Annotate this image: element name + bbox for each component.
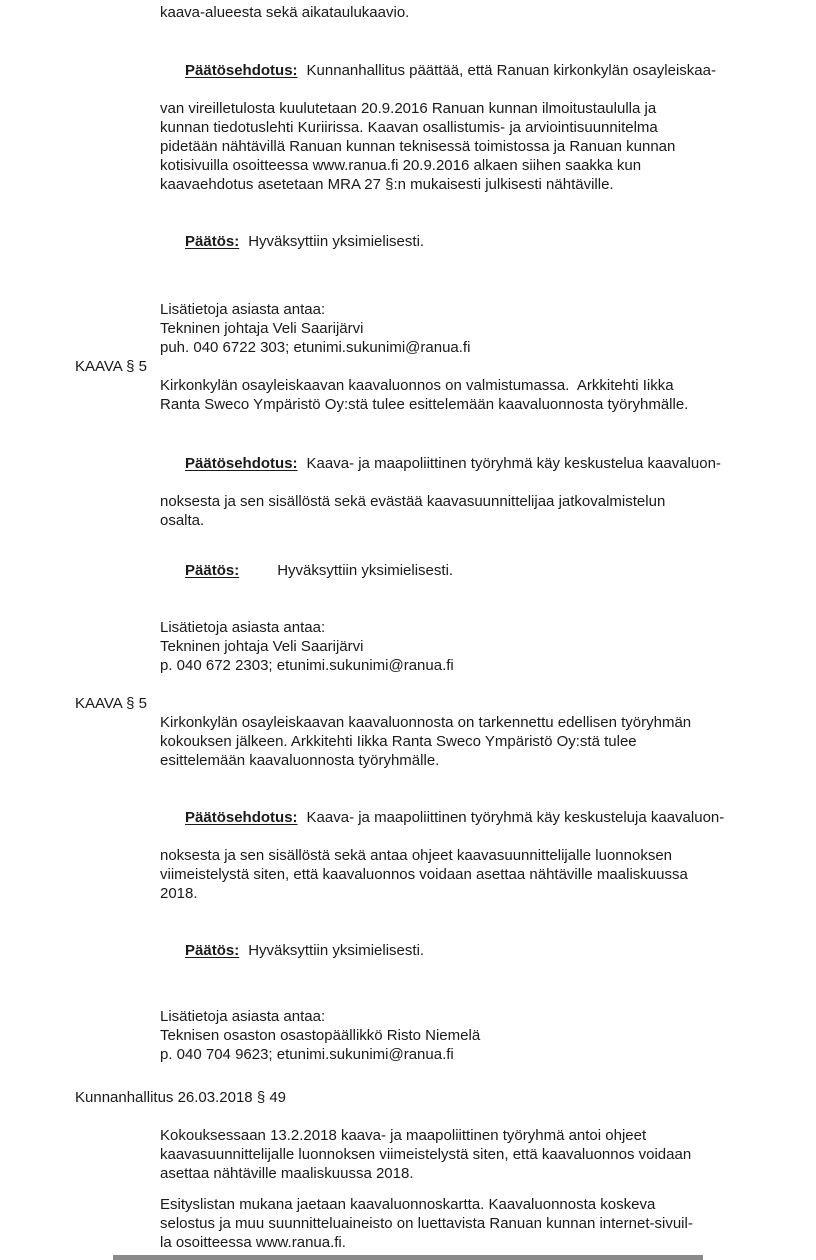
agenda-attachment-paragraph xyxy=(160,1195,816,1252)
body-text-line: kaavasuunnittelijalle luonnoksen viimeistelystä siten, että kaavaluonnos voidaan xyxy=(160,1146,692,1163)
page-bottom-rule xyxy=(113,1255,703,1260)
body-text-line: la osoitteessa www.ranua.fi. xyxy=(160,1234,346,1251)
intro-text-line: esittelemään kaavaluonnosta työryhmälle. xyxy=(160,752,440,769)
proposal-text-line: noksesta ja sen sisällöstä sekä antaa ohjeet kaavasuunnittelijalle luonnoksen xyxy=(160,847,672,864)
body-text-line: Esityslistan mukana jaetaan kaavaluonnoskartta. Kaavaluonnosta koskeva xyxy=(160,1196,656,1213)
meeting-summary-paragraph xyxy=(160,1126,816,1183)
decision-3 xyxy=(160,922,816,979)
proposal-text-line: noksesta ja sen sisällöstä sekä evästää kaavasuunnittelijaa jatkovalmistelun xyxy=(160,493,666,510)
decision-text: Hyväksyttiin yksimielisesti. xyxy=(277,562,454,579)
proposal-text-line: kunnan tiedotuslehti Kuriirissa. Kaavan osallistumis- ja arviointisuunnitelma xyxy=(160,119,658,136)
decision-proposal-2 xyxy=(160,435,816,530)
proposal-text-line: Kaava- ja maapoliittinen työryhmä käy keskusteluja kaavaluon- xyxy=(306,809,725,826)
decision-label: Päätös: xyxy=(185,562,240,579)
section-heading-kunnanhallitus: Kunnanhallitus 26.03.2018 § 49 xyxy=(75,1089,287,1106)
contact-line: Tekninen johtaja Veli Saarijärvi xyxy=(160,638,364,655)
contact-line: p. 040 704 9623; etunimi.sukunimi@ranua.fi xyxy=(160,1046,454,1063)
decision-label: Päätös: xyxy=(185,233,240,250)
proposal-text-line: Kaava- ja maapoliittinen työryhmä käy keskustelua kaavaluon- xyxy=(306,455,721,472)
contact-line: Lisätietoja asiasta antaa: xyxy=(160,301,326,318)
contact-line: p. 040 672 2303; etunimi.sukunimi@ranua.fi xyxy=(160,657,454,674)
decision-text: Hyväksyttiin yksimielisesti. xyxy=(248,233,425,250)
body-text-line: selostus ja muu suunnitteluaineisto on luettavista Ranuan kunnan internet-sivuil- xyxy=(160,1215,693,1232)
proposal-text-line: kotisivuilla osoitteessa www.ranua.fi 20.9.2016 alkaen siihen saakka kun xyxy=(160,157,642,174)
decision-1 xyxy=(160,213,816,270)
intro-text-line: Kirkonkylän osayleiskaavan kaavaluonnosta on tarkennettu edellisen työryhmän xyxy=(160,714,692,731)
intro-text-line: Ranta Sweco Ympäristö Oy:stä tulee esittelemään kaavaluonnosta työryhmälle. xyxy=(160,396,689,413)
decision-2 xyxy=(160,542,816,599)
proposal-text-line: kaavaehdotus asetetaan MRA 27 §:n mukaisesti julkisesti nähtäville. xyxy=(160,176,614,193)
section-intro-2 xyxy=(160,376,816,414)
decision-proposal-label: Päätösehdotus: xyxy=(185,62,298,79)
decision-proposal-1 xyxy=(160,42,816,194)
proposal-text-line: pidetään nähtävillä Ranuan kunnan teknisessä toimistossa ja Ranuan kunnan xyxy=(160,138,676,155)
proposal-text-line: osalta. xyxy=(160,512,205,529)
section-intro-3 xyxy=(160,713,816,770)
contact-info-1 xyxy=(160,300,816,357)
intro-text-line: kokouksen jälkeen. Arkkitehti Iikka Ranta Sweco Ympäristö Oy:stä tulee xyxy=(160,733,637,750)
proposal-text-line: Kunnanhallitus päättää, että Ranuan kirkonkylän osayleiskaa- xyxy=(306,62,716,79)
decision-proposal-label: Päätösehdotus: xyxy=(185,455,298,472)
section-heading-kaava-1: KAAVA § 5 xyxy=(75,358,147,375)
contact-line: Teknisen osaston osastopäällikkö Risto Niemelä xyxy=(160,1027,481,1044)
section-heading-kaava-2: KAAVA § 5 xyxy=(75,695,147,712)
intro-text-line: Kirkonkylän osayleiskaavan kaavaluonnos on valmistumassa. Arkkitehti Iikka xyxy=(160,377,674,394)
decision-proposal-label: Päätösehdotus: xyxy=(185,809,298,826)
continuation-line: kaava-alueesta sekä aikataulukaavio. xyxy=(160,4,410,21)
contact-line: Tekninen johtaja Veli Saarijärvi xyxy=(160,320,364,337)
contact-line: Lisätietoja asiasta antaa: xyxy=(160,1008,326,1025)
contact-info-2 xyxy=(160,618,816,675)
body-text-line: Kokouksessaan 13.2.2018 kaava- ja maapoliittinen työryhmä antoi ohjeet xyxy=(160,1127,647,1144)
proposal-text-line: van vireilletulosta kuulutetaan 20.9.2016 Ranuan kunnan ilmoitustaululla ja xyxy=(160,100,657,117)
decision-proposal-3 xyxy=(160,789,816,903)
body-text-line: asettaa nähtäville maaliskuussa 2018. xyxy=(160,1165,414,1182)
decision-text: Hyväksyttiin yksimielisesti. xyxy=(248,942,425,959)
contact-line: puh. 040 6722 303; etunimi.sukunimi@ranua.fi xyxy=(160,339,471,356)
proposal-text-line: 2018. xyxy=(160,885,198,902)
proposal-text-line: viimeistelystä siten, että kaavaluonnos voidaan asettaa nähtäville maaliskuussa xyxy=(160,866,688,883)
contact-info-3 xyxy=(160,1007,816,1064)
contact-line: Lisätietoja asiasta antaa: xyxy=(160,619,326,636)
decision-label: Päätös: xyxy=(185,942,240,959)
